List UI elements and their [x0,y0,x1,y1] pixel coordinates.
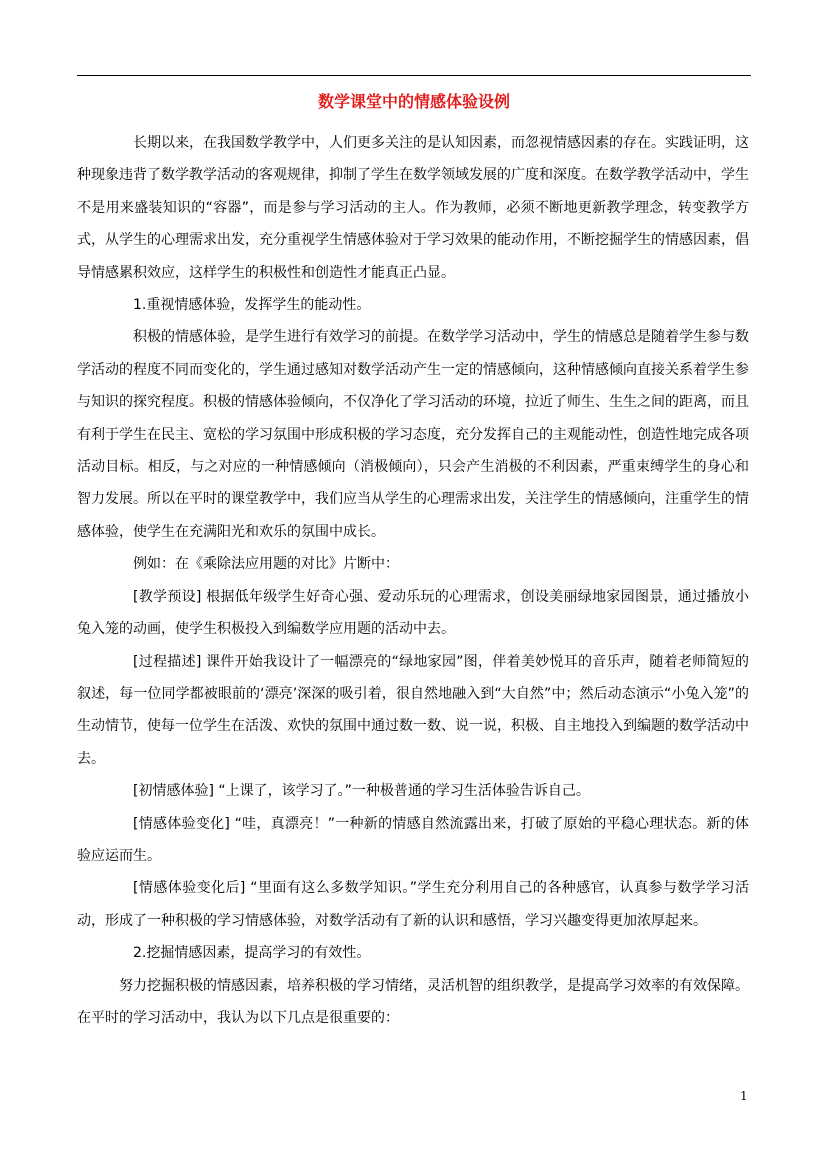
paragraph-initial-experience: [初情感体验] “上课了，该学习了。”一种极普通的学习生活体验告诉自己。 [133,783,590,800]
paragraph-experience-change: [情感体验变化] “哇，真漂亮！”一种新的情感自然流露出来，打破了原始的平稳心理状态。新的体验应运而生。 [77,815,749,864]
paragraph-process-description: [过程描述] 课件开始我设计了一幅漂亮的“绿地家园”图，伴着美妙悦耳的音乐声，随着老师简短的叙述，每一位同学都被眼前的‘漂亮’深深的吸引着，很自然地融入到“大自然”中；然后动态演示“小兔入笼”的生动情节，使每一位学生在活泼、欢快的氛围中通过数一数、说一说，积极、自主地投入到编题的数学活动中去。 [77,653,749,767]
document-body [77,127,749,1034]
header-rule [77,75,751,76]
paragraph-section-2: 努力挖掘积极的情感因素，培养积极的学习情绪，灵活机智的组织教学，是提高学习效率的有效保障。在平时的学习活动中，我认为以下几点是很重要的： [77,977,749,1026]
paragraph-intro: 长期以来，在我国数学教学中，人们更多关注的是认知因素，而忽视情感因素的存在。实践证明，这种现象违背了数学教学活动的客观规律，抑制了学生在数学领域发展的广度和深度。在数学教学活动中，学生不是用来盛装知识的“容器”，而是参与学习活动的主人。作为教师，必须不断地更新教学理念，转变教学方式，从学生的心理需求出发，充分重视学生情感体验对于学习效果的能动作用，不断挖掘学生的情感因素，倡导情感累积效应，这样学生的积极性和创造性才能真正凸显。 [77,135,749,281]
paragraph-section-1: 积极的情感体验，是学生进行有效学习的前提。在数学学习活动中，学生的情感总是随着学生参与数学活动的程度不同而变化的，学生通过感知对数学活动产生一定的情感倾向，这种情感倾向直接关系着学生参与知识的探究程度。积极的情感体验倾向，不仅净化了学习活动的环境，拉近了师生、生生之间的距离，而且有利于学生在民主、宽松的学习氛围中形成积极的学习态度，充分发挥自己的主观能动性，创造性地完成各项活动目标。相反，与之对应的一种情感倾向（消极倾向），只会产生消极的不利因素，严重束缚学生的身心和智力发展。所以在平时的课堂教学中，我们应当从学生的心理需求出发，关注学生的情感倾向，注重学生的情感体验，使学生在充满阳光和欢乐的氛围中成长。 [77,329,749,540]
section-heading-1: 1.重视情感体验，发挥学生的能动性。 [133,297,371,314]
page-number: 1 [740,1089,748,1103]
paragraph-teaching-plan: [教学预设] 根据低年级学生好奇心强、爱动乐玩的心理需求，创设美丽绿地家园图景，通过播放小兔入笼的动画，使学生积极投入到编数学应用题的活动中去。 [77,588,749,638]
paragraph-after-change: [情感体验变化后] “里面有这么多数学知识。”学生充分利用自己的各种感官，认真参与数学学习活动，形成了一种积极的学习情感体验，对数学活动有了新的认识和感悟，学习兴趣变得更加浓厚起来。 [77,880,749,929]
document-title: 数学课堂中的情感体验设例 [317,92,510,111]
section-heading-2: 2.挖掘情感因素，提高学习的有效性。 [133,945,371,962]
paragraph-example-intro: 例如：在《乘除法应用题的对比》片断中： [133,556,399,573]
